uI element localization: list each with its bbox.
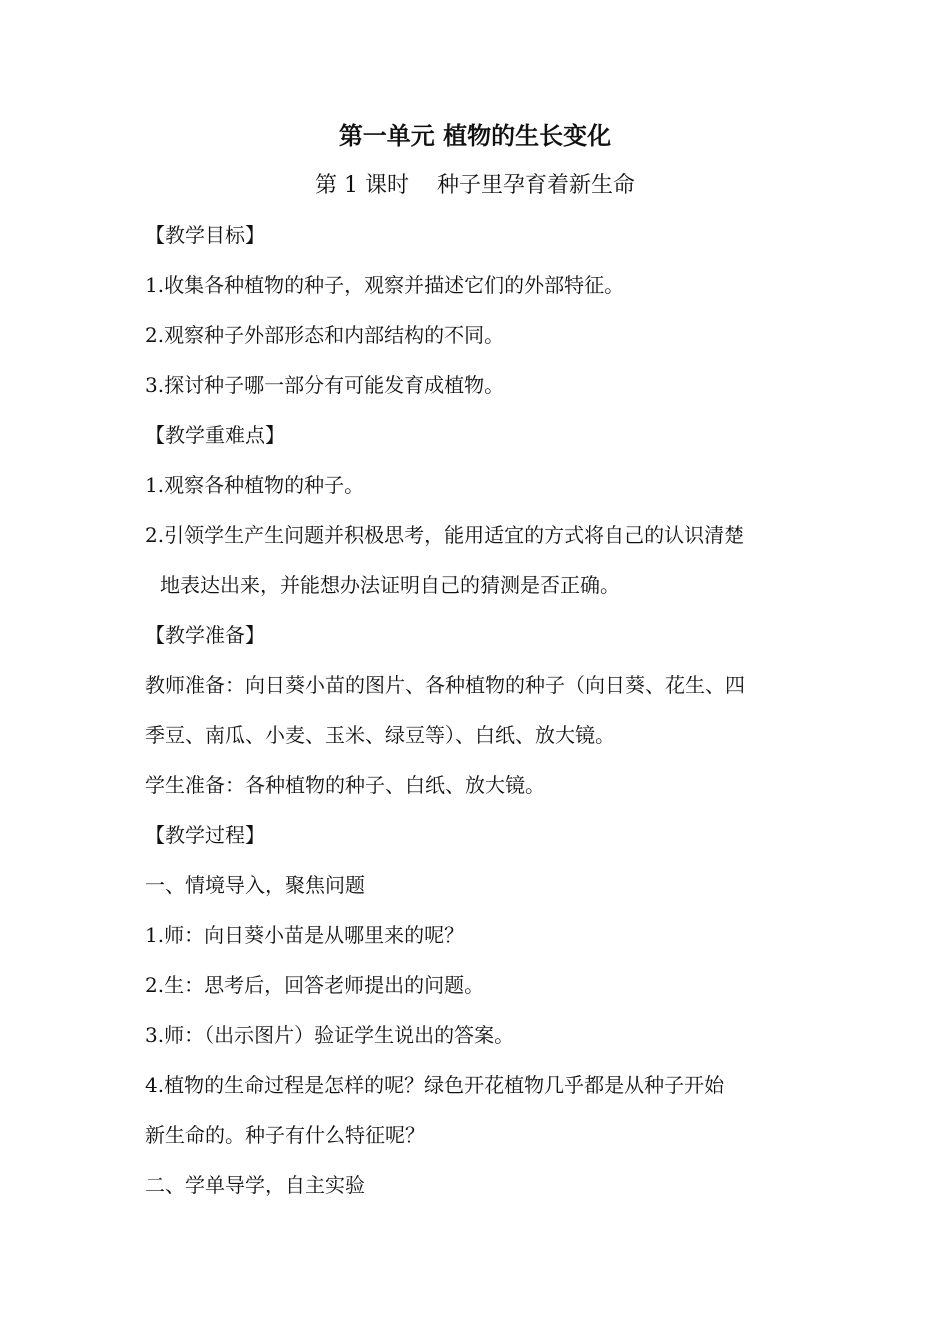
- text-line: 一、情境导入，聚焦问题: [145, 873, 365, 897]
- text-line: 1.师：向日葵小苗是从哪里来的呢？: [145, 923, 465, 947]
- text-line: 2.观察种子外部形态和内部结构的不同。: [145, 323, 505, 347]
- section-heading-process: 【教学过程】: [145, 823, 265, 847]
- text-line: 2.生：思考后，回答老师提出的问题。: [145, 973, 485, 997]
- text-line: 地表达出来，并能想办法证明自己的猜测是否正确。: [160, 573, 620, 597]
- section-heading-key-points: 【教学重难点】: [145, 423, 285, 447]
- section-heading-objectives: 【教学目标】: [145, 223, 265, 247]
- text-line: 2.引领学生产生问题并积极思考，能用适宜的方式将自己的认识清楚: [145, 523, 745, 547]
- text-line: 3.探讨种子哪一部分有可能发育成植物。: [145, 373, 505, 397]
- text-line: 学生准备：各种植物的种子、白纸、放大镜。: [145, 773, 545, 797]
- text-line: 新生命的。种子有什么特征呢？: [145, 1123, 425, 1147]
- text-line: 3.师：（出示图片）验证学生说出的答案。: [145, 1023, 515, 1047]
- unit-title: 第一单元 植物的生长变化: [338, 122, 612, 150]
- text-line: 季豆、南瓜、小麦、玉米、绿豆等）、白纸、放大镜。: [145, 723, 615, 747]
- text-line: 1.收集各种植物的种子，观察并描述它们的外部特征。: [145, 273, 625, 297]
- lesson-subtitle: 第 1 课时 种子里孕育着新生命: [315, 173, 635, 198]
- text-line: 4.植物的生命过程是怎样的呢？绿色开花植物几乎都是从种子开始: [145, 1073, 725, 1097]
- text-line: 二、学单导学，自主实验: [145, 1173, 365, 1197]
- section-heading-preparation: 【教学准备】: [145, 623, 265, 647]
- text-line: 教师准备：向日葵小苗的图片、各种植物的种子（向日葵、花生、四: [145, 673, 745, 697]
- text-line: 1.观察各种植物的种子。: [145, 473, 365, 497]
